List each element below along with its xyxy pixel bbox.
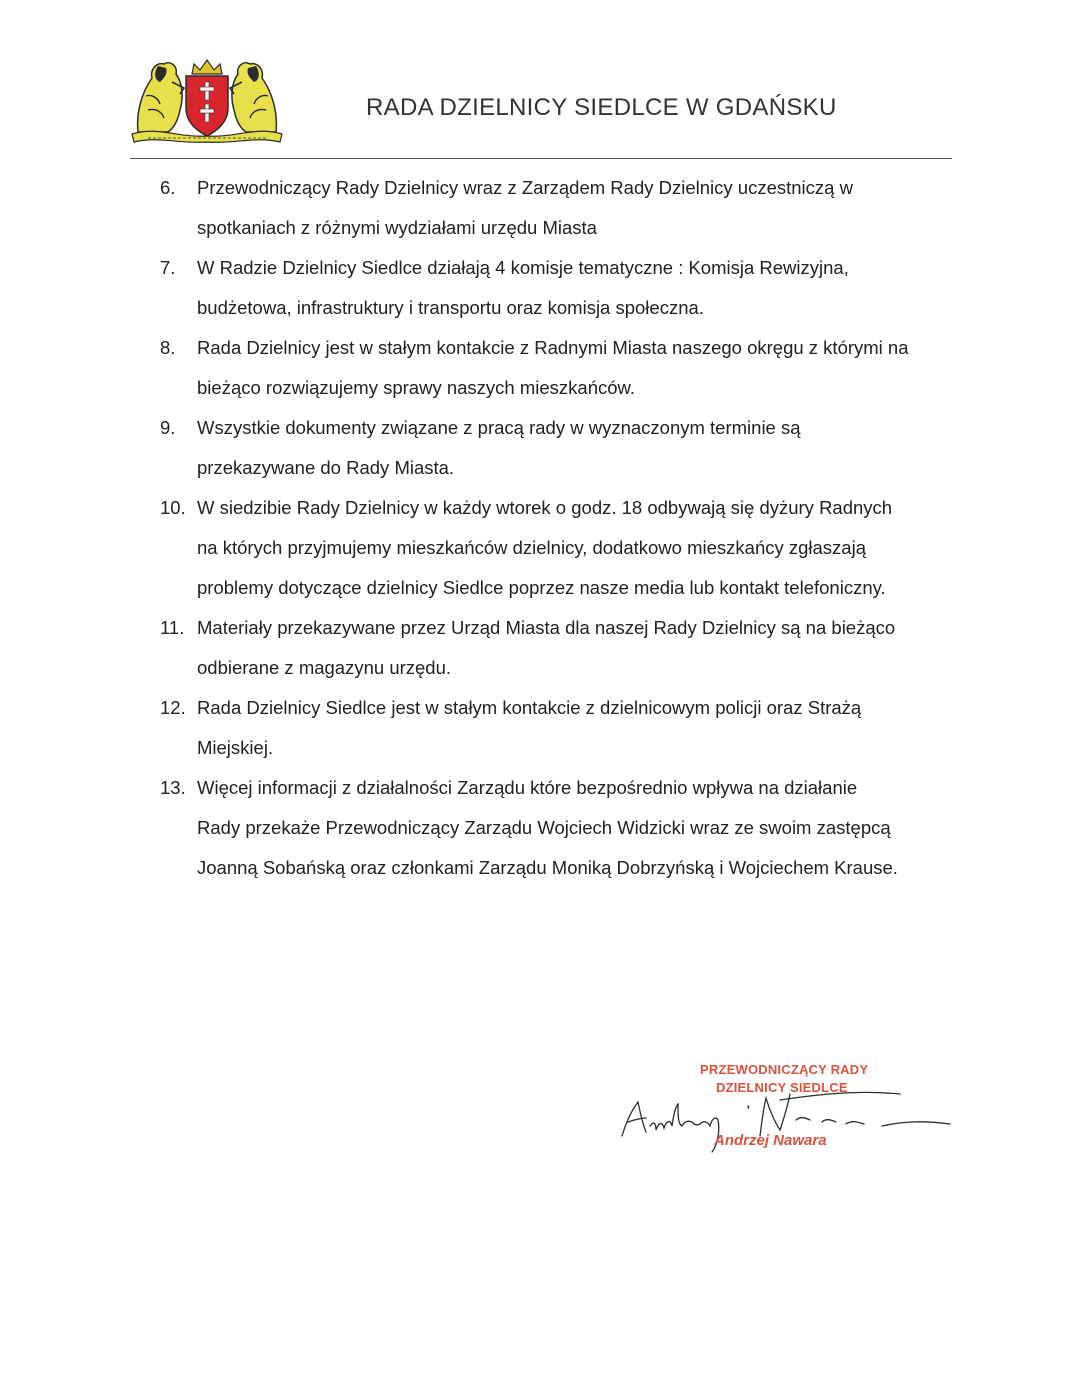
coat-of-arms-logo	[128, 52, 286, 144]
stamp-title-line2: DZIELNICY SIEDLCE	[716, 1080, 848, 1095]
list-item-text	[197, 408, 960, 488]
list-item	[160, 168, 960, 248]
list-item-text	[197, 168, 960, 248]
signature-stamp	[600, 1060, 970, 1160]
list-item-line: problemy dotyczące dzielnicy Siedlce poprzez nasze media lub kontakt telefoniczny.	[197, 577, 886, 598]
list-item-text	[197, 688, 960, 768]
list-item-line: na których przyjmujemy mieszkańców dzielnicy, dodatkowo mieszkańcy zgłaszają	[197, 537, 866, 558]
list-item-line: Materiały przekazywane przez Urząd Miasta dla naszej Rady Dzielnicy są na bieżąco	[197, 617, 896, 638]
list-item-line: Wszystkie dokumenty związane z pracą rady w wyznaczonym terminie są	[197, 417, 801, 438]
list-item-line: Rada Dzielnicy Siedlce jest w stałym kontakcie z dzielnicowym policji oraz Strażą	[197, 697, 862, 718]
list-item-line: Joanną Sobańską oraz członkami Zarządu Moniką Dobrzyńską i Wojciechem Krause.	[197, 857, 898, 878]
list-item-text	[197, 488, 960, 608]
list-item-number: 13.	[160, 777, 186, 798]
stamp-name: Andrzej Nawara	[714, 1132, 827, 1149]
right-lion-icon	[230, 63, 276, 132]
list-item-text	[197, 608, 960, 688]
list-item-line: bieżąco rozwiązujemy sprawy naszych mieszkańców.	[197, 377, 636, 398]
numbered-list	[160, 168, 960, 888]
list-item-number: 10.	[160, 497, 186, 518]
list-item-number: 7.	[160, 257, 176, 278]
list-item-text	[197, 768, 960, 888]
list-item-line: W Radzie Dzielnicy Siedlce działają 4 komisje tematyczne : Komisja Rewizyjna,	[197, 257, 849, 278]
list-item-line: przekazywane do Rady Miasta.	[197, 457, 455, 478]
list-item-line: W siedzibie Rady Dzielnicy w każdy wtorek o godz. 18 odbywają się dyżury Radnych	[197, 497, 893, 518]
list-item	[160, 488, 960, 608]
list-item-line: budżetowa, infrastruktury i transportu oraz komisja społeczna.	[197, 297, 704, 318]
list-item-line: Więcej informacji z działalności Zarządu które bezpośrednio wpływa na działanie	[197, 777, 858, 798]
list-item-line: odbierane z magazynu urzędu.	[197, 657, 452, 678]
list-item-number: 6.	[160, 177, 176, 198]
list-item	[160, 688, 960, 768]
list-item-line: Miejskiej.	[197, 737, 274, 758]
list-item-number: 11.	[160, 617, 185, 638]
stamp-title-line1: PRZEWODNICZĄCY RADY	[700, 1062, 869, 1077]
list-item	[160, 328, 960, 408]
crown-icon	[192, 60, 222, 74]
list-item-number: 8.	[160, 337, 176, 358]
list-item-number: 12.	[160, 697, 186, 718]
list-item-line: Rada Dzielnicy jest w stałym kontakcie z Radnymi Miasta naszego okręgu z którymi na	[197, 337, 909, 358]
list-item	[160, 608, 960, 688]
organization-title: RADA DZIELNICY SIEDLCE W GDAŃSKU	[366, 94, 837, 121]
list-item-line: spotkaniach z różnymi wydziałami urzędu Miasta	[197, 217, 597, 238]
list-item	[160, 768, 960, 888]
header-divider	[130, 158, 952, 159]
list-item-line: Rady przekaże Przewodniczący Zarządu Wojciech Widzicki wraz ze swoim zastępcą	[197, 817, 891, 838]
list-item-number: 9.	[160, 417, 176, 438]
list-item	[160, 248, 960, 328]
list-item	[160, 408, 960, 488]
left-lion-icon	[138, 63, 184, 132]
list-item-text	[197, 248, 960, 328]
list-item-text	[197, 328, 960, 408]
list-item-line: Przewodniczący Rady Dzielnicy wraz z Zarządem Rady Dzielnicy uczestniczą w	[197, 177, 853, 198]
